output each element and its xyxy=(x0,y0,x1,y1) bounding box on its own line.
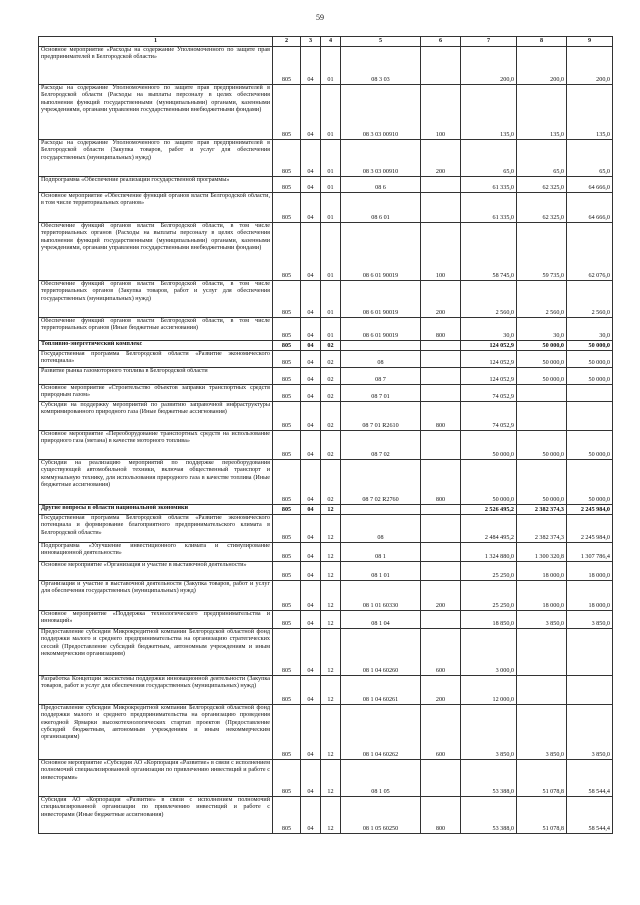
row-target-item-cell: 08 1 04 60260 xyxy=(341,629,421,676)
row-amount-year3-cell: 18 000,0 xyxy=(567,581,613,611)
table-row xyxy=(39,543,613,562)
row-name-cell: Подпрограмма «Обеспечение реализации государственной программы» xyxy=(39,177,273,193)
row-target-item-cell: 08 3 03 00910 xyxy=(341,140,421,177)
row-subsection-cell: 12 xyxy=(321,705,341,760)
table-row xyxy=(39,562,613,581)
row-section-cell: 04 xyxy=(301,281,321,318)
row-target-item-cell: 08 7 02 xyxy=(341,431,421,460)
row-amount-year3-cell: 50 000,0 xyxy=(567,431,613,460)
row-amount-year2-cell: 62 325,0 xyxy=(517,193,567,223)
table-row xyxy=(39,505,613,515)
row-name-cell: Расходы на содержание Уполномоченного по защите прав предпринимателей в Белгородской области (Закупка товаров, работ и услуг для обеспечения государственных (муниципальных) нужд) xyxy=(39,140,273,177)
row-name-cell: Развитие рынка газомоторного топлива в Белгородской области xyxy=(39,368,273,385)
row-target-item-cell: 08 3 03 xyxy=(341,47,421,85)
row-expense-type-cell: 200 xyxy=(421,581,461,611)
row-target-item-cell: 08 1 05 60250 xyxy=(341,797,421,834)
row-name-cell: Основное мероприятие «Расходы на содержание Уполномоченного по защите прав предпринимателей в Белгородской области» xyxy=(39,47,273,85)
row-subsection-cell: 02 xyxy=(321,431,341,460)
row-target-item-cell: 08 6 xyxy=(341,177,421,193)
row-target-item-cell: 08 1 04 60262 xyxy=(341,705,421,760)
row-subsection-cell: 02 xyxy=(321,402,341,431)
table-row xyxy=(39,47,613,85)
row-section-cell: 04 xyxy=(301,562,321,581)
row-amount-year3-cell: 58 544,4 xyxy=(567,797,613,834)
row-amount-year3-cell: 200,0 xyxy=(567,47,613,85)
row-subsection-cell: 12 xyxy=(321,505,341,515)
row-expense-type-cell xyxy=(421,431,461,460)
row-subsection-cell: 12 xyxy=(321,562,341,581)
row-name-cell: Расходы на содержание Уполномоченного по защите прав предпринимателей в Белгородской области (Расходы на выплаты персоналу в целях обеспечения выполнения функций государственными (муниципальными) органами, казенными учреждениями, органами управления государственными внебюджетными фондами) xyxy=(39,85,273,140)
table-row xyxy=(39,629,613,676)
table-row xyxy=(39,351,613,368)
row-expense-type-cell: 100 xyxy=(421,223,461,281)
row-target-item-cell: 08 6 01 90019 xyxy=(341,281,421,318)
row-amount-year1-cell: 65,0 xyxy=(461,140,517,177)
row-expense-type-cell: 600 xyxy=(421,705,461,760)
row-subsection-cell: 01 xyxy=(321,193,341,223)
row-name-cell: Субсидии на поддержку мероприятий по развитию заправочной инфраструктуры компримированного природного газа (Иные бюджетные ассигнования) xyxy=(39,402,273,431)
row-amount-year3-cell: 18 000,0 xyxy=(567,562,613,581)
row-section-cell: 04 xyxy=(301,797,321,834)
row-subsection-cell: 01 xyxy=(321,223,341,281)
row-section-cell: 04 xyxy=(301,368,321,385)
row-amount-year3-cell xyxy=(567,402,613,431)
row-amount-year1-cell: 12 000,0 xyxy=(461,676,517,705)
row-expense-type-cell xyxy=(421,562,461,581)
page-number: 59 xyxy=(316,13,324,22)
row-name-cell: Предоставление субсидии Микрокредитной компании Белгородской областной фонд поддержки малого и среднего предпринимательства на организацию стратегических сессий (Предоставление субсидий бюджетным, автономным учреждениям и иным некоммерческим организациям) xyxy=(39,629,273,676)
row-amount-year3-cell: 2 560,0 xyxy=(567,281,613,318)
row-amount-year3-cell: 2 245 984,0 xyxy=(567,515,613,543)
row-amount-year1-cell: 18 850,0 xyxy=(461,611,517,629)
table-row xyxy=(39,85,613,140)
row-amount-year1-cell: 74 052,9 xyxy=(461,402,517,431)
table-row xyxy=(39,705,613,760)
row-target-item-cell: 08 3 03 00910 xyxy=(341,85,421,140)
row-expense-type-cell xyxy=(421,385,461,402)
budget-table xyxy=(38,36,613,834)
row-name-cell: Основное мероприятие «Обеспечение функций органов власти Белгородской области, в том числе территориальных органов» xyxy=(39,193,273,223)
row-amount-year1-cell: 30,0 xyxy=(461,318,517,341)
row-expense-type-cell xyxy=(421,177,461,193)
row-amount-year3-cell: 50 000,0 xyxy=(567,341,613,351)
row-amount-year1-cell: 2 526 495,2 xyxy=(461,505,517,515)
row-amount-year3-cell: 1 307 786,4 xyxy=(567,543,613,562)
row-ministry-cell: 805 xyxy=(273,581,301,611)
row-name-cell: Топливно-энергетический комплекс xyxy=(39,341,273,351)
row-expense-type-cell: 800 xyxy=(421,402,461,431)
row-amount-year3-cell xyxy=(567,385,613,402)
row-amount-year1-cell: 124 052,9 xyxy=(461,368,517,385)
row-expense-type-cell xyxy=(421,341,461,351)
row-subsection-cell: 02 xyxy=(321,460,341,505)
row-amount-year2-cell xyxy=(517,629,567,676)
row-target-item-cell: 08 7 02 R2760 xyxy=(341,460,421,505)
row-section-cell: 04 xyxy=(301,505,321,515)
row-name-cell: Обеспечение функций органов власти Белгородской области, в том числе территориальных органов (Расходы на выплаты персоналу в целях обеспечения выполнения функций государственными (муниципальными) органами, казенными учреждениями, органами управления государственными внебюджетными фондами) xyxy=(39,223,273,281)
row-ministry-cell: 805 xyxy=(273,611,301,629)
row-subsection-cell: 02 xyxy=(321,341,341,351)
header-col-6: 6 xyxy=(421,37,461,47)
header-col-5: 5 xyxy=(341,37,421,47)
row-target-item-cell xyxy=(341,341,421,351)
row-amount-year2-cell xyxy=(517,385,567,402)
row-target-item-cell: 08 1 04 xyxy=(341,611,421,629)
row-amount-year1-cell: 53 388,0 xyxy=(461,797,517,834)
row-target-item-cell xyxy=(341,505,421,515)
row-amount-year1-cell: 74 052,9 xyxy=(461,385,517,402)
row-amount-year1-cell: 124 052,9 xyxy=(461,341,517,351)
row-amount-year1-cell: 200,0 xyxy=(461,47,517,85)
row-amount-year2-cell: 51 078,8 xyxy=(517,797,567,834)
table-row xyxy=(39,431,613,460)
row-name-cell: Основное мероприятие «Организация и участие в выставочной деятельности» xyxy=(39,562,273,581)
row-expense-type-cell xyxy=(421,543,461,562)
row-subsection-cell: 12 xyxy=(321,543,341,562)
row-amount-year2-cell: 18 000,0 xyxy=(517,581,567,611)
row-amount-year2-cell: 30,0 xyxy=(517,318,567,341)
row-subsection-cell: 12 xyxy=(321,629,341,676)
row-amount-year1-cell: 58 745,0 xyxy=(461,223,517,281)
row-ministry-cell: 805 xyxy=(273,385,301,402)
row-amount-year1-cell: 135,0 xyxy=(461,85,517,140)
row-section-cell: 04 xyxy=(301,515,321,543)
row-amount-year2-cell: 3 850,0 xyxy=(517,611,567,629)
row-ministry-cell: 805 xyxy=(273,281,301,318)
row-ministry-cell: 805 xyxy=(273,460,301,505)
row-amount-year2-cell: 62 325,0 xyxy=(517,177,567,193)
row-ministry-cell: 805 xyxy=(273,47,301,85)
row-subsection-cell: 12 xyxy=(321,515,341,543)
row-target-item-cell: 08 6 01 90019 xyxy=(341,223,421,281)
row-amount-year3-cell: 64 666,0 xyxy=(567,177,613,193)
row-amount-year1-cell: 25 250,0 xyxy=(461,581,517,611)
row-section-cell: 04 xyxy=(301,676,321,705)
row-amount-year2-cell: 50 000,0 xyxy=(517,351,567,368)
row-ministry-cell: 805 xyxy=(273,85,301,140)
row-section-cell: 04 xyxy=(301,223,321,281)
row-target-item-cell: 08 7 xyxy=(341,368,421,385)
row-amount-year3-cell: 3 850,0 xyxy=(567,611,613,629)
table-header-row xyxy=(39,37,613,47)
row-ministry-cell: 805 xyxy=(273,318,301,341)
row-amount-year1-cell: 2 560,0 xyxy=(461,281,517,318)
row-expense-type-cell xyxy=(421,47,461,85)
row-name-cell: Основное мероприятие «Субсидия АО «Корпорация «Развитие» в связи с исполнением полномочий специализированной организации по привлечению инвестиций и работе с инвесторами» xyxy=(39,760,273,797)
row-subsection-cell: 02 xyxy=(321,368,341,385)
row-section-cell: 04 xyxy=(301,193,321,223)
row-amount-year1-cell: 3 000,0 xyxy=(461,629,517,676)
row-name-cell: Организация и участие в выставочной деятельности (Закупка товаров, работ и услуг для обеспечения государственных (муниципальных) нужд) xyxy=(39,581,273,611)
header-col-1: 1 xyxy=(39,37,273,47)
row-subsection-cell: 12 xyxy=(321,676,341,705)
header-col-7: 7 xyxy=(461,37,517,47)
row-subsection-cell: 02 xyxy=(321,351,341,368)
table-row xyxy=(39,760,613,797)
row-section-cell: 04 xyxy=(301,140,321,177)
row-amount-year3-cell: 2 245 984,0 xyxy=(567,505,613,515)
row-subsection-cell: 01 xyxy=(321,85,341,140)
row-amount-year2-cell: 3 850,0 xyxy=(517,705,567,760)
row-section-cell: 04 xyxy=(301,760,321,797)
table-row xyxy=(39,368,613,385)
row-section-cell: 04 xyxy=(301,402,321,431)
row-amount-year2-cell: 59 735,0 xyxy=(517,223,567,281)
table-row xyxy=(39,515,613,543)
row-name-cell: Основное мероприятие «Поддержка технологического предпринимательства и инноваций» xyxy=(39,611,273,629)
row-amount-year1-cell: 3 850,0 xyxy=(461,705,517,760)
row-amount-year3-cell: 3 850,0 xyxy=(567,705,613,760)
row-ministry-cell: 805 xyxy=(273,562,301,581)
row-name-cell: Основное мероприятие «Строительство объектов заправки транспортных средств природным газом» xyxy=(39,385,273,402)
row-subsection-cell: 01 xyxy=(321,140,341,177)
row-subsection-cell: 01 xyxy=(321,47,341,85)
row-target-item-cell: 08 1 xyxy=(341,543,421,562)
row-subsection-cell: 01 xyxy=(321,281,341,318)
row-target-item-cell: 08 6 01 90019 xyxy=(341,318,421,341)
header-col-8: 8 xyxy=(517,37,567,47)
row-target-item-cell: 08 xyxy=(341,515,421,543)
row-expense-type-cell xyxy=(421,611,461,629)
row-amount-year3-cell: 62 076,0 xyxy=(567,223,613,281)
row-name-cell: Субсидия АО «Корпорация «Развитие» в связи с исполнением полномочий специализированной организации по привлечению инвестиций и работе с инвесторами (Иные бюджетные ассигнования) xyxy=(39,797,273,834)
table-row xyxy=(39,385,613,402)
row-ministry-cell: 805 xyxy=(273,223,301,281)
row-amount-year2-cell: 18 000,0 xyxy=(517,562,567,581)
table-row xyxy=(39,341,613,351)
row-amount-year3-cell: 135,0 xyxy=(567,85,613,140)
table-row xyxy=(39,402,613,431)
row-amount-year3-cell xyxy=(567,676,613,705)
row-ministry-cell: 805 xyxy=(273,341,301,351)
row-amount-year2-cell: 200,0 xyxy=(517,47,567,85)
row-subsection-cell: 12 xyxy=(321,797,341,834)
row-name-cell: Обеспечение функций органов власти Белгородской области, в том числе территориальных органов (Закупка товаров, работ и услуг для обеспечения государственных (муниципальных) нужд) xyxy=(39,281,273,318)
row-amount-year2-cell: 50 000,0 xyxy=(517,460,567,505)
row-amount-year2-cell: 1 300 320,8 xyxy=(517,543,567,562)
row-ministry-cell: 805 xyxy=(273,505,301,515)
row-ministry-cell: 805 xyxy=(273,193,301,223)
row-section-cell: 04 xyxy=(301,47,321,85)
row-name-cell: Предоставление субсидии Микрокредитной компании Белгородской областной фонд поддержки малого и среднего предпринимательства на организацию проведения ежегодной Ярмарки высокотехнологических стартап проектов (Предоставление субсидий бюджетным, автономным учреждениям и иным некоммерческим организациям) xyxy=(39,705,273,760)
row-ministry-cell: 805 xyxy=(273,431,301,460)
row-name-cell: Основное мероприятие «Переоборудование транспортных средств на использование природного газа (метана) в качестве моторного топлива» xyxy=(39,431,273,460)
table-row xyxy=(39,177,613,193)
row-ministry-cell: 805 xyxy=(273,760,301,797)
header-col-4: 4 xyxy=(321,37,341,47)
row-ministry-cell: 805 xyxy=(273,515,301,543)
row-expense-type-cell: 800 xyxy=(421,318,461,341)
row-amount-year2-cell: 50 000,0 xyxy=(517,341,567,351)
row-target-item-cell: 08 1 01 60330 xyxy=(341,581,421,611)
table-row xyxy=(39,611,613,629)
table-row xyxy=(39,676,613,705)
row-expense-type-cell xyxy=(421,760,461,797)
row-target-item-cell: 08 7 01 R2610 xyxy=(341,402,421,431)
row-ministry-cell: 805 xyxy=(273,140,301,177)
row-expense-type-cell xyxy=(421,351,461,368)
row-ministry-cell: 805 xyxy=(273,543,301,562)
row-name-cell: Государственная программа Белгородской области «Развитие экономического потенциала и формирование благоприятного предпринимательского климата в Белгородской области» xyxy=(39,515,273,543)
row-amount-year3-cell xyxy=(567,629,613,676)
row-subsection-cell: 01 xyxy=(321,318,341,341)
row-amount-year3-cell: 58 544,4 xyxy=(567,760,613,797)
row-expense-type-cell xyxy=(421,515,461,543)
row-ministry-cell: 805 xyxy=(273,629,301,676)
row-ministry-cell: 805 xyxy=(273,676,301,705)
table-row xyxy=(39,140,613,177)
row-section-cell: 04 xyxy=(301,611,321,629)
row-expense-type-cell: 100 xyxy=(421,85,461,140)
row-amount-year2-cell: 50 000,0 xyxy=(517,431,567,460)
row-amount-year3-cell: 30,0 xyxy=(567,318,613,341)
table-row xyxy=(39,223,613,281)
row-amount-year1-cell: 25 250,0 xyxy=(461,562,517,581)
row-amount-year3-cell: 50 000,0 xyxy=(567,368,613,385)
row-subsection-cell: 01 xyxy=(321,177,341,193)
row-amount-year1-cell: 2 484 495,2 xyxy=(461,515,517,543)
row-subsection-cell: 12 xyxy=(321,611,341,629)
row-amount-year2-cell xyxy=(517,676,567,705)
row-section-cell: 04 xyxy=(301,85,321,140)
row-section-cell: 04 xyxy=(301,431,321,460)
row-target-item-cell: 08 1 05 xyxy=(341,760,421,797)
row-section-cell: 04 xyxy=(301,385,321,402)
row-amount-year1-cell: 50 000,0 xyxy=(461,460,517,505)
row-amount-year1-cell: 53 388,0 xyxy=(461,760,517,797)
row-section-cell: 04 xyxy=(301,629,321,676)
row-section-cell: 04 xyxy=(301,460,321,505)
row-amount-year1-cell: 124 052,9 xyxy=(461,351,517,368)
row-amount-year2-cell: 2 382 374,3 xyxy=(517,515,567,543)
row-target-item-cell: 08 xyxy=(341,351,421,368)
row-amount-year3-cell: 64 666,0 xyxy=(567,193,613,223)
row-section-cell: 04 xyxy=(301,705,321,760)
row-amount-year1-cell: 1 324 880,0 xyxy=(461,543,517,562)
row-section-cell: 04 xyxy=(301,351,321,368)
row-expense-type-cell: 800 xyxy=(421,797,461,834)
row-amount-year2-cell: 51 078,8 xyxy=(517,760,567,797)
row-expense-type-cell: 200 xyxy=(421,676,461,705)
row-name-cell: Подпрограмма «Улучшение инвестиционного климата и стимулирование инновационной деятельности» xyxy=(39,543,273,562)
row-section-cell: 04 xyxy=(301,177,321,193)
row-section-cell: 04 xyxy=(301,341,321,351)
row-amount-year3-cell: 50 000,0 xyxy=(567,460,613,505)
row-ministry-cell: 805 xyxy=(273,368,301,385)
table-row xyxy=(39,460,613,505)
row-target-item-cell: 08 1 01 xyxy=(341,562,421,581)
row-amount-year2-cell: 2 560,0 xyxy=(517,281,567,318)
row-amount-year2-cell: 50 000,0 xyxy=(517,368,567,385)
table-body xyxy=(39,47,613,834)
table-row xyxy=(39,318,613,341)
row-amount-year2-cell: 65,0 xyxy=(517,140,567,177)
row-ministry-cell: 805 xyxy=(273,705,301,760)
row-target-item-cell: 08 1 04 60261 xyxy=(341,676,421,705)
row-amount-year2-cell: 135,0 xyxy=(517,85,567,140)
header-col-2: 2 xyxy=(273,37,301,47)
row-name-cell: Разработка Концепции экосистемы поддержки инновационной деятельности (Закупка товаров, работ и услуг для обеспечения государственных (муниципальных) нужд) xyxy=(39,676,273,705)
row-name-cell: Другие вопросы в области национальной экономики xyxy=(39,505,273,515)
row-expense-type-cell xyxy=(421,193,461,223)
row-ministry-cell: 805 xyxy=(273,351,301,368)
row-amount-year1-cell: 61 335,0 xyxy=(461,193,517,223)
row-ministry-cell: 805 xyxy=(273,797,301,834)
table-row xyxy=(39,281,613,318)
row-amount-year1-cell: 50 000,0 xyxy=(461,431,517,460)
row-ministry-cell: 805 xyxy=(273,402,301,431)
row-amount-year2-cell xyxy=(517,402,567,431)
row-name-cell: Государственная программа Белгородской области «Развитие экономического потенциала» xyxy=(39,351,273,368)
table-row xyxy=(39,193,613,223)
row-amount-year3-cell: 50 000,0 xyxy=(567,351,613,368)
row-amount-year1-cell: 61 335,0 xyxy=(461,177,517,193)
row-name-cell: Субсидии на реализацию мероприятий по поддержке переоборудования существующей автомобильной техники, включая общественный транспорт и коммунальную технику, для использования природного газа в качестве топлива (Иные бюджетные ассигнования) xyxy=(39,460,273,505)
row-section-cell: 04 xyxy=(301,543,321,562)
row-expense-type-cell: 200 xyxy=(421,281,461,318)
table-row xyxy=(39,581,613,611)
row-target-item-cell: 08 7 01 xyxy=(341,385,421,402)
header-col-9: 9 xyxy=(567,37,613,47)
row-ministry-cell: 805 xyxy=(273,177,301,193)
row-section-cell: 04 xyxy=(301,581,321,611)
header-col-3: 3 xyxy=(301,37,321,47)
table-row xyxy=(39,797,613,834)
row-target-item-cell: 08 6 01 xyxy=(341,193,421,223)
row-expense-type-cell xyxy=(421,505,461,515)
row-name-cell: Обеспечение функций органов власти Белгородской области, в том числе территориальных органов (Иные бюджетные ассигнования) xyxy=(39,318,273,341)
row-subsection-cell: 12 xyxy=(321,581,341,611)
row-subsection-cell: 12 xyxy=(321,760,341,797)
row-section-cell: 04 xyxy=(301,318,321,341)
row-amount-year2-cell: 2 382 374,3 xyxy=(517,505,567,515)
row-amount-year3-cell: 65,0 xyxy=(567,140,613,177)
row-expense-type-cell: 200 xyxy=(421,140,461,177)
row-expense-type-cell: 600 xyxy=(421,629,461,676)
row-expense-type-cell: 800 xyxy=(421,460,461,505)
row-expense-type-cell xyxy=(421,368,461,385)
row-subsection-cell: 02 xyxy=(321,385,341,402)
